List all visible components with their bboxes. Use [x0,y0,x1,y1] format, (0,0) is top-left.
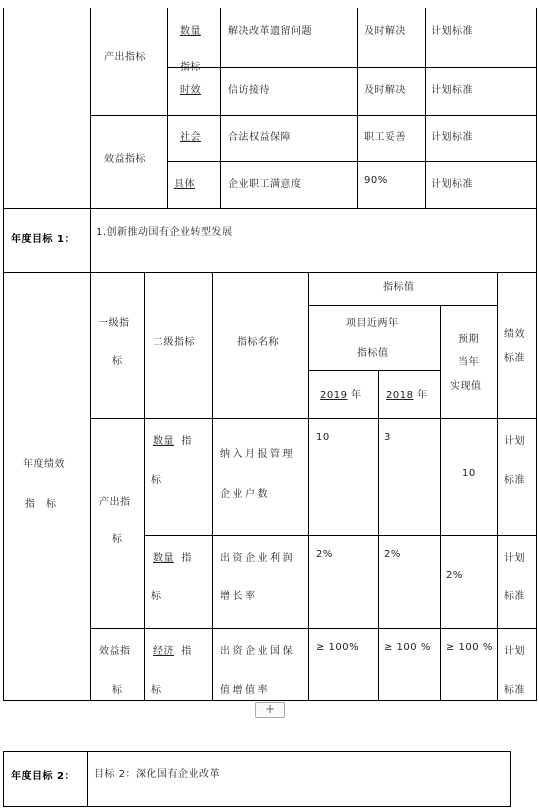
name-cell: 出资企业利润 [220,553,295,564]
name-cell: 企业职工满意度 [228,179,302,190]
header-indicator-value: 指标值 [383,282,415,293]
value-cell: 及时解决 [364,26,406,37]
name-cell: 增长率 [220,591,258,602]
level1-output: 标 [112,534,123,545]
level2-cell: 标 [151,475,162,486]
group-benefit: 效益指标 [104,154,146,165]
header-year-2019: 2019 年 [320,390,362,401]
value-2019: 10 [316,432,330,443]
value-2019: 2% [316,549,333,560]
name-cell: 值增值率 [220,685,270,696]
header-year-2018: 2018 年 [386,390,428,401]
header-expected: 实现值 [450,381,482,392]
standard-cell: 计划标准 [431,132,473,143]
standard-cell: 计划标准 [431,179,473,190]
header-level1: 一级指 [98,318,130,329]
group-output: 产出指标 [104,52,146,63]
header-performance: 绩效 [504,329,525,340]
header-level2: 二级指标 [153,337,195,348]
level2-cell: 数量 指 [153,436,192,447]
header-recent: 指标值 [357,348,389,359]
name-cell: 出资企业国保 [220,646,295,657]
standard-cell: 标准 [504,685,525,696]
add-row-button[interactable]: + [255,702,285,718]
sub-specific: 具体 [174,179,195,190]
sub-quantity-extra [180,58,201,66]
value-2018: 3 [384,432,391,443]
perf-row-label: 指 标 [25,499,57,510]
value-cell: 职工妥善 [364,132,406,143]
header-performance: 标准 [504,353,525,364]
standard-cell: 计划 [504,646,525,657]
goal1-label: 年度目标 1： [11,234,75,245]
sub-quantity: 数量 [180,26,201,37]
level2-cell: 经济 指 [153,646,192,657]
standard-cell: 计划 [504,553,525,564]
sub-social: 社会 [180,132,201,143]
level1-output: 产出指 [99,497,131,508]
level2-cell: 标 [151,685,162,696]
name-cell: 合法权益保障 [228,132,291,143]
header-level1: 标 [112,356,123,367]
header-expected: 当年 [458,357,479,368]
value-expected: 2% [446,570,463,581]
goal2-text: 目标 2：深化国有企业改革 [94,769,221,780]
sub-timeliness: 时效 [180,85,201,96]
level1-benefit: 效益指 [99,646,131,657]
value-2018: 2% [384,549,401,560]
name-cell: 解决改革遗留问题 [228,26,312,37]
goal1-text: 1.创新推动国有企业转型发展 [96,227,233,238]
level2-cell: 标 [151,591,162,602]
name-cell: 信访接待 [228,85,270,96]
value-2019: ≥ 100% [316,642,360,653]
value-cell: 及时解决 [364,85,406,96]
header-name: 指标名称 [237,337,279,348]
value-cell: 90% [364,175,388,186]
header-recent: 项目近两年 [346,318,399,329]
level1-benefit: 标 [112,685,123,696]
value-expected: ≥ 100 % [446,642,493,653]
name-cell: 纳入月报管理 [220,449,295,460]
value-expected: 10 [462,468,476,479]
standard-cell: 计划 [504,436,525,447]
goal2-label: 年度目标 2： [11,771,75,782]
value-2018: ≥ 100 % [384,642,431,653]
standard-cell: 标准 [504,591,525,602]
standard-cell: 计划标准 [431,85,473,96]
perf-row-label: 年度绩效 [23,459,65,470]
standard-cell: 标准 [504,475,525,486]
level2-cell: 数量 指 [153,553,192,564]
name-cell: 企业户数 [220,489,270,500]
standard-cell: 计划标准 [431,26,473,37]
header-expected: 预期 [458,334,479,345]
